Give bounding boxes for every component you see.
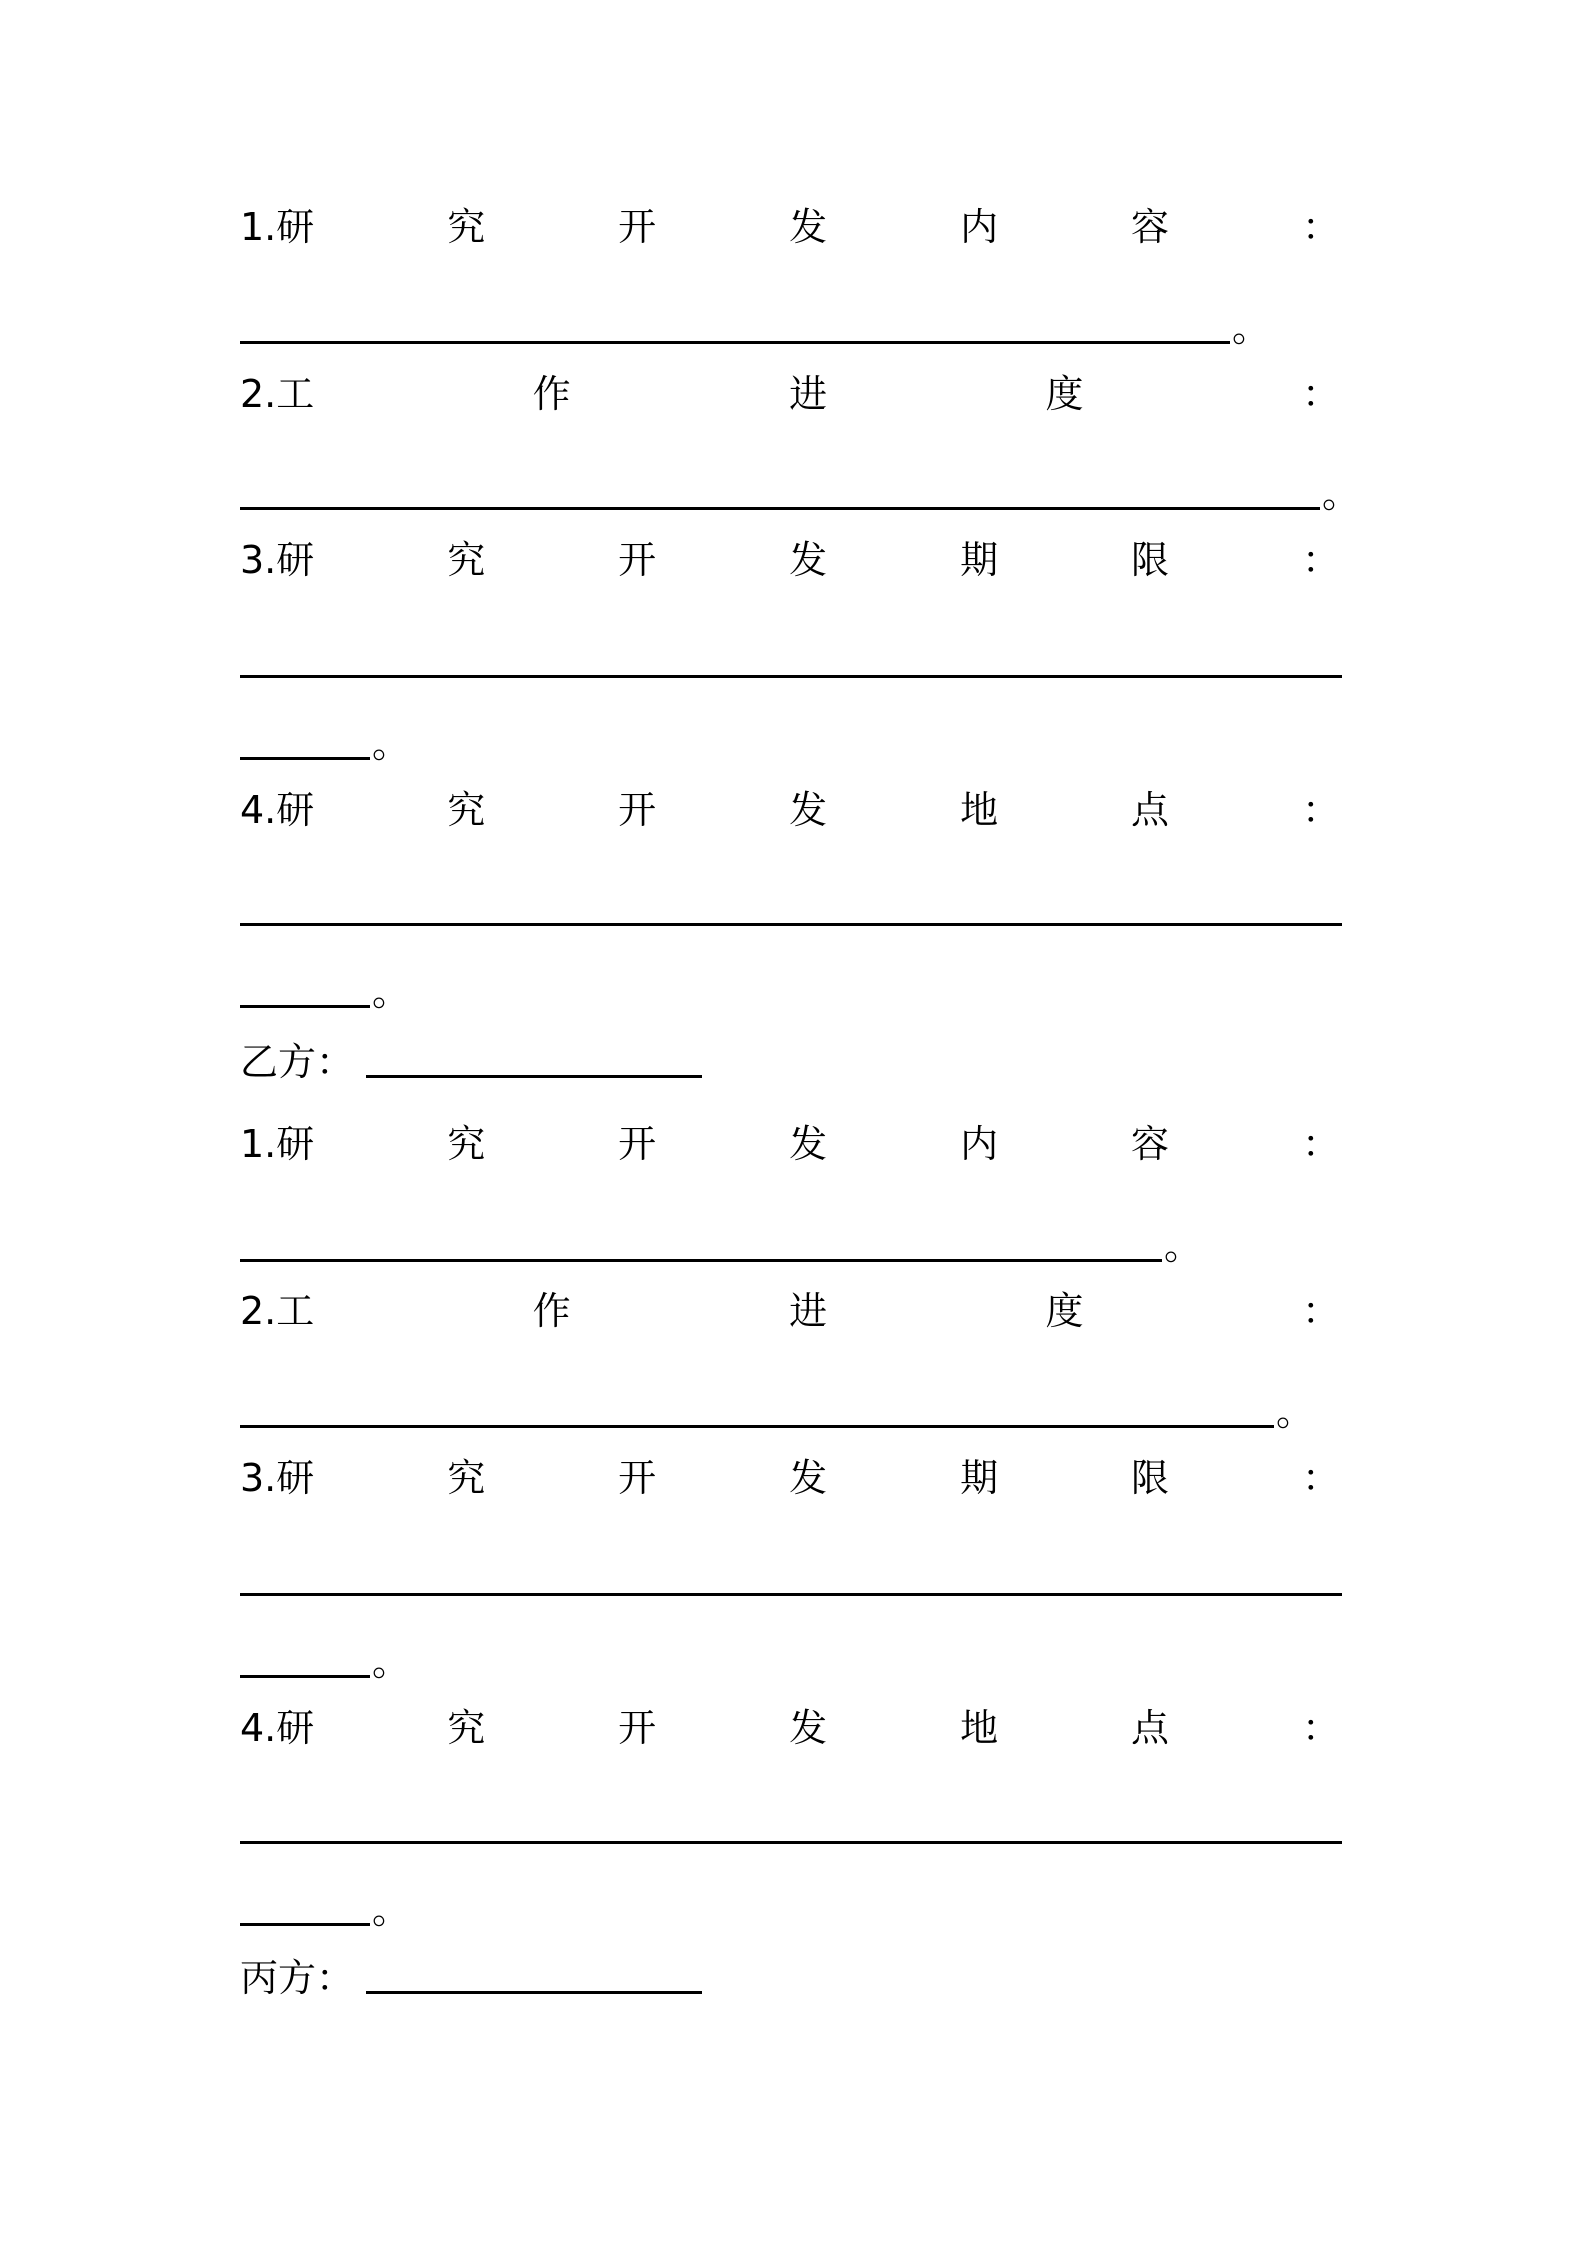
char: 开 <box>618 1456 657 1500</box>
char: 4.研 <box>240 788 315 832</box>
party-b-blank <box>366 1074 702 1078</box>
underline-blank <box>240 756 370 760</box>
period: 。 <box>1164 1224 1203 1268</box>
underline-blank <box>240 1258 1162 1262</box>
char: ： <box>1301 205 1340 249</box>
blank-line <box>240 1218 1202 1274</box>
char: 限 <box>1131 1456 1170 1500</box>
char: 发 <box>789 205 828 249</box>
char: ： <box>1301 538 1340 582</box>
blank-line <box>240 1800 1342 1856</box>
char: 开 <box>618 205 657 249</box>
char: 期 <box>960 1456 999 1500</box>
char: 发 <box>789 1456 828 1500</box>
blank-line-continued <box>240 1882 410 1938</box>
char: 作 <box>532 372 571 416</box>
char: 限 <box>1131 538 1170 582</box>
period: 。 <box>372 970 411 1014</box>
char: 究 <box>447 788 486 832</box>
period: 。 <box>372 1640 411 1684</box>
underline-blank <box>240 1592 1342 1596</box>
char: 发 <box>789 538 828 582</box>
char: 点 <box>1131 788 1170 832</box>
char: 期 <box>960 538 999 582</box>
blank-line-continued <box>240 964 410 1020</box>
char: 开 <box>618 788 657 832</box>
underline-blank <box>240 1004 370 1008</box>
blank-line <box>240 300 1270 356</box>
char: 内 <box>960 205 999 249</box>
char: 究 <box>447 538 486 582</box>
period: 。 <box>372 722 411 766</box>
char: 地 <box>960 788 999 832</box>
underline-blank <box>240 922 1342 926</box>
char: 度 <box>1045 1289 1084 1333</box>
char: ： <box>1301 1122 1340 1166</box>
char: 发 <box>789 1122 828 1166</box>
char: 容 <box>1131 205 1170 249</box>
char: 究 <box>447 1122 486 1166</box>
underline-blank <box>240 1922 370 1926</box>
char: 开 <box>618 1122 657 1166</box>
char: 2.工 <box>240 1289 315 1333</box>
char: 作 <box>532 1289 571 1333</box>
item-3-label <box>240 532 1340 588</box>
blank-line <box>240 634 1342 690</box>
party-c-line <box>240 1950 702 2006</box>
char: 2.工 <box>240 372 315 416</box>
item-2-label <box>240 366 1340 422</box>
underline-blank <box>240 1424 1274 1428</box>
char: ： <box>1301 372 1340 416</box>
char: 究 <box>447 1706 486 1750</box>
char: 发 <box>789 788 828 832</box>
char: 地 <box>960 1706 999 1750</box>
underline-blank <box>240 340 1230 344</box>
char: 究 <box>447 1456 486 1500</box>
blank-line <box>240 466 1360 522</box>
char: 进 <box>789 372 828 416</box>
item-1-label <box>240 199 1340 255</box>
char: 内 <box>960 1122 999 1166</box>
char: 1.研 <box>240 205 315 249</box>
char: 开 <box>618 1706 657 1750</box>
char: 开 <box>618 538 657 582</box>
item-2-label <box>240 1283 1340 1339</box>
char: ： <box>1301 1289 1340 1333</box>
period: 。 <box>1232 306 1271 350</box>
underline-blank <box>240 1840 1342 1844</box>
party-c-label: 丙方： <box>240 1956 355 2000</box>
char: ： <box>1301 1456 1340 1500</box>
period: 。 <box>1276 1390 1315 1434</box>
item-4-label <box>240 782 1340 838</box>
char: 4.研 <box>240 1706 315 1750</box>
char: 3.研 <box>240 538 315 582</box>
char: 1.研 <box>240 1122 315 1166</box>
char: 容 <box>1131 1122 1170 1166</box>
char: 点 <box>1131 1706 1170 1750</box>
blank-line <box>240 1552 1342 1608</box>
period: 。 <box>1322 472 1361 516</box>
underline-blank <box>240 674 1342 678</box>
char: 发 <box>789 1706 828 1750</box>
item-4-label <box>240 1700 1340 1756</box>
char: ： <box>1301 788 1340 832</box>
char: 3.研 <box>240 1456 315 1500</box>
party-c-blank <box>366 1990 702 1994</box>
blank-line <box>240 1384 1314 1440</box>
char: 度 <box>1045 372 1084 416</box>
party-b-label: 乙方： <box>240 1040 355 1084</box>
char: 究 <box>447 205 486 249</box>
underline-blank <box>240 506 1320 510</box>
blank-line-continued <box>240 716 410 772</box>
item-1-label <box>240 1116 1340 1172</box>
blank-line <box>240 882 1342 938</box>
period: 。 <box>372 1888 411 1932</box>
underline-blank <box>240 1674 370 1678</box>
item-3-label <box>240 1450 1340 1506</box>
blank-line-continued <box>240 1634 410 1690</box>
char: 进 <box>789 1289 828 1333</box>
char: ： <box>1301 1706 1340 1750</box>
party-b-line <box>240 1034 702 1090</box>
